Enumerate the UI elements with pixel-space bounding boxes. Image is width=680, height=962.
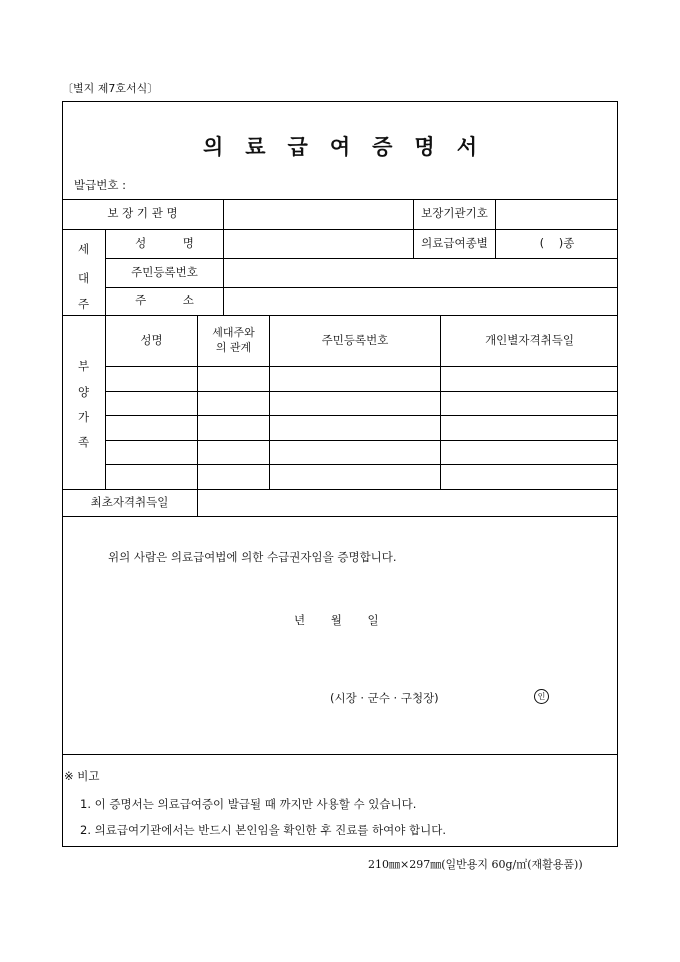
institution-name-field[interactable] [224,199,413,229]
seal-mark: 인 [534,689,549,704]
remarks-title: ※ 비고 [64,769,100,783]
dependent-relation-header [198,316,269,366]
household-head-char-1: 세 [77,242,90,256]
institution-code-label: 보장기관기호 [421,206,488,221]
first-acquisition-label: 최초자격취득일 [90,494,169,509]
institution-code-field[interactable] [496,199,618,229]
name-field[interactable] [224,229,413,258]
remark-note-2: 2. 의료급여기관에서는 반드시 본인임을 확인한 후 진료를 하여야 합니다. [80,823,447,837]
household-head-char-2: 대 [77,271,90,285]
address-field[interactable] [224,287,618,315]
relation-header-line2: 의 관계 [215,341,252,354]
issuer-label: (시장 · 군수 · 구청장) [330,691,439,705]
name-label: 성 명 [135,235,194,250]
household-head-char-3: 주 [77,297,90,311]
dependents-char-2: 양 [77,385,90,399]
certificate-title: 의료급여증명서 [202,134,499,159]
institution-name-label: 보 장 기 관 명 [107,206,178,221]
address-label: 주 소 [135,293,194,308]
benefit-type-value[interactable]: ( )종 [539,235,575,250]
form-number-label: 〔별지 제7호서식〕 [62,82,159,95]
issue-number-label: 발급번호 : [74,178,126,192]
first-acquisition-field[interactable] [198,489,618,516]
paper-spec: 210㎜×297㎜(일반용지 60g/㎡(재활용품)) [368,858,583,871]
dependents-char-3: 가 [77,410,90,424]
issue-date-line: 년 월 일 [294,613,379,627]
certification-statement: 위의 사람은 의료급여법에 의한 수급권자임을 증명합니다. [108,550,397,564]
remark-note-1: 1. 이 증명서는 의료급여증이 발급될 때 까지만 사용할 수 있습니다. [80,797,417,811]
dependents-char-4: 족 [77,435,90,449]
dependent-name-header: 성명 [140,333,163,348]
relation-header-line1: 세대주와 [212,326,255,340]
dependent-resident-number-header: 주민등록번호 [321,333,389,348]
resident-number-field[interactable] [224,258,618,287]
resident-number-label: 주민등록번호 [131,264,198,279]
dependents-char-1: 부 [77,359,90,373]
benefit-type-label: 의료급여종별 [421,235,488,250]
dependent-acquisition-date-header: 개인별자격취득일 [485,333,574,348]
